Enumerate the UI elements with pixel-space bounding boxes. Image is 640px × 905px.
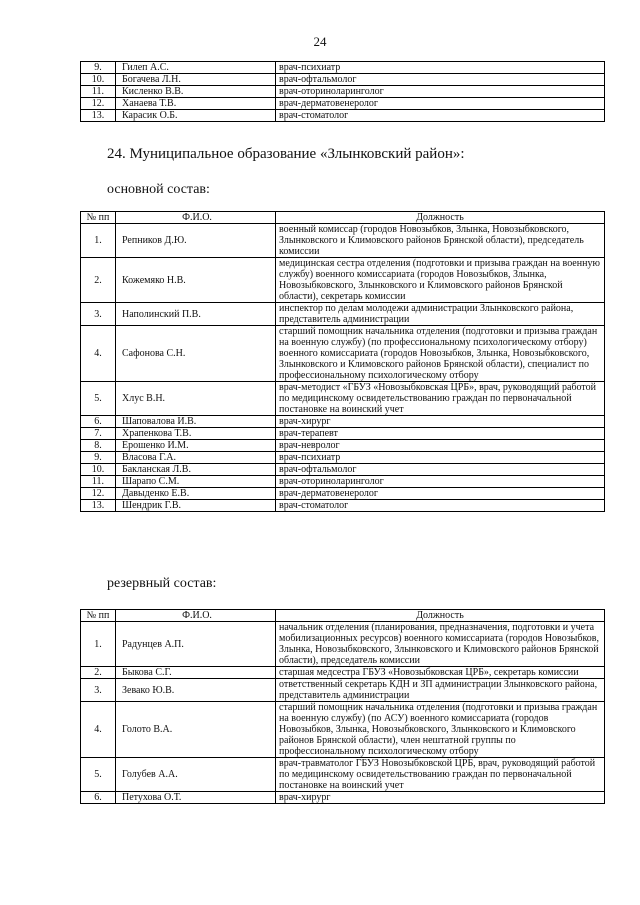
row-number: 1.	[81, 622, 116, 667]
person-name: Давыденко Е.В.	[116, 488, 276, 500]
row-number: 4.	[81, 702, 116, 758]
person-position: инспектор по делам молодежи администрации Злынковского района, представитель администрации	[276, 303, 605, 326]
column-header-num: № пп	[81, 212, 116, 224]
top-table-body	[81, 62, 605, 122]
person-position: врач-травматолог ГБУЗ Новозыбковской ЦРБ, врач, руководящий работой по медицинскому освидетельствованию граждан по первоначальной постановке на воинский учет	[276, 758, 605, 792]
person-name: Бакланская Л.В.	[116, 464, 276, 476]
person-position: начальник отделения (планирования, предназначения, подготовки и учета мобилизационных ресурсов) военного комиссариата (городов Новозыбков, Злынка, Новозыбковского, Злынковского и Климовского районов Брянской области), председатель комиссии	[276, 622, 605, 667]
table-row	[81, 622, 605, 667]
person-name: Голубев А.А.	[116, 758, 276, 792]
person-position: врач-дерматовенеролог	[276, 488, 605, 500]
reserve-table-body	[81, 622, 605, 804]
person-name: Быкова С.Г.	[116, 667, 276, 679]
person-name: Радунцев А.П.	[116, 622, 276, 667]
reserve-commission-table	[80, 609, 605, 804]
table-row	[81, 758, 605, 792]
row-number: 5.	[81, 382, 116, 416]
table-row	[81, 440, 605, 452]
person-name: Богачева Л.Н.	[116, 74, 276, 86]
person-name: Шаповалова И.В.	[116, 416, 276, 428]
row-number: 8.	[81, 440, 116, 452]
row-number: 11.	[81, 476, 116, 488]
person-position: врач-оториноларинголог	[276, 476, 605, 488]
row-number: 10.	[81, 74, 116, 86]
person-position: медицинская сестра отделения (подготовки и призыва граждан на военную службу) военного комиссариата (городов Новозыбков, Злынка, Новозыбковского, Злынковского и Климовского районов Брянской области), секретарь комиссии	[276, 258, 605, 303]
person-name: Зевако Ю.В.	[116, 679, 276, 702]
row-number: 9.	[81, 62, 116, 74]
person-position: врач-психиатр	[276, 452, 605, 464]
table-header-row	[81, 212, 605, 224]
person-position: врач-стоматолог	[276, 110, 605, 122]
table-row	[81, 679, 605, 702]
table-row	[81, 326, 605, 382]
person-name: Гилеп А.С.	[116, 62, 276, 74]
person-position: врач-оториноларинголог	[276, 86, 605, 98]
person-name: Ханаева Т.В.	[116, 98, 276, 110]
person-position: старший помощник начальника отделения (подготовки и призыва граждан на военную службу) (по АСУ) военного комиссариата (городов Новозыбков, Злынка, Новозыбковского, Злынковского и Климовского районов Брянской области), член нештатной группы по профессиональному психологическому отбору	[276, 702, 605, 758]
column-header-num: № пп	[81, 610, 116, 622]
person-name: Ерошенко И.М.	[116, 440, 276, 452]
row-number: 6.	[81, 792, 116, 804]
row-number: 3.	[81, 303, 116, 326]
table-header-row	[81, 610, 605, 622]
table-row	[81, 224, 605, 258]
row-number: 5.	[81, 758, 116, 792]
person-name: Хлус В.Н.	[116, 382, 276, 416]
row-number: 4.	[81, 326, 116, 382]
table-row	[81, 86, 605, 98]
person-position: старший помощник начальника отделения (подготовки и призыва граждан на военную службу) (по профессиональному психологическому отбору) военного комиссариата (городов Новозыбков, Злынка, Новозыбковского, Злынковского и Климовского районов Брянской области), специалист по профессиональному психологическому отбору	[276, 326, 605, 382]
main-commission-table	[80, 211, 605, 512]
person-position: врач-хирург	[276, 792, 605, 804]
table-row	[81, 428, 605, 440]
person-name: Кожемяко Н.В.	[116, 258, 276, 303]
column-header-name: Ф.И.О.	[116, 212, 276, 224]
table-row	[81, 74, 605, 86]
section-heading: 24. Муниципальное образование «Злынковский район»:	[107, 146, 465, 162]
column-header-position: Должность	[276, 212, 605, 224]
person-position: врач-стоматолог	[276, 500, 605, 512]
table-row	[81, 500, 605, 512]
page-number: 24	[313, 34, 327, 49]
row-number: 3.	[81, 679, 116, 702]
person-name: Петухова О.Т.	[116, 792, 276, 804]
table-row	[81, 792, 605, 804]
table-row	[81, 110, 605, 122]
table-row	[81, 382, 605, 416]
person-position: врач-психиатр	[276, 62, 605, 74]
person-position: врач-офтальмолог	[276, 464, 605, 476]
table-row	[81, 702, 605, 758]
row-number: 12.	[81, 488, 116, 500]
top-commission-table	[80, 61, 605, 122]
row-number: 12.	[81, 98, 116, 110]
person-name: Шендрик Г.В.	[116, 500, 276, 512]
person-name: Кисленко В.В.	[116, 86, 276, 98]
main-table-body	[81, 224, 605, 512]
person-name: Шарапо С.М.	[116, 476, 276, 488]
table-row	[81, 62, 605, 74]
row-number: 11.	[81, 86, 116, 98]
person-name: Сафонова С.Н.	[116, 326, 276, 382]
table-row	[81, 98, 605, 110]
person-position: врач-методист «ГБУЗ «Новозыбковская ЦРБ», врач, руководящий работой по медицинскому освидетельствованию граждан по первоначальной постановке на воинский учет	[276, 382, 605, 416]
person-position: врач-офтальмолог	[276, 74, 605, 86]
row-number: 10.	[81, 464, 116, 476]
person-position: врач-хирург	[276, 416, 605, 428]
row-number: 2.	[81, 667, 116, 679]
column-header-position: Должность	[276, 610, 605, 622]
row-number: 13.	[81, 500, 116, 512]
table-row	[81, 416, 605, 428]
row-number: 9.	[81, 452, 116, 464]
main-composition-label: основной состав:	[107, 182, 210, 197]
table-row	[81, 488, 605, 500]
column-header-name: Ф.И.О.	[116, 610, 276, 622]
row-number: 1.	[81, 224, 116, 258]
reserve-composition-label: резервный состав:	[107, 576, 217, 591]
person-position: ответственный секретарь КДН и ЗП администрации Злынковского района, представитель администрации	[276, 679, 605, 702]
person-name: Карасик О.Б.	[116, 110, 276, 122]
row-number: 6.	[81, 416, 116, 428]
person-name: Репников Д.Ю.	[116, 224, 276, 258]
row-number: 7.	[81, 428, 116, 440]
person-position: врач-дерматовенеролог	[276, 98, 605, 110]
row-number: 13.	[81, 110, 116, 122]
table-row	[81, 464, 605, 476]
person-position: старшая медсестра ГБУЗ «Новозыбковская ЦРБ», секретарь комиссии	[276, 667, 605, 679]
person-position: врач-терапевт	[276, 428, 605, 440]
table-row	[81, 667, 605, 679]
person-position: военный комиссар (городов Новозыбков, Злынка, Новозыбковского, Злынковского и Климовского районов Брянской области), председатель комиссии	[276, 224, 605, 258]
table-row	[81, 303, 605, 326]
table-row	[81, 258, 605, 303]
table-row	[81, 452, 605, 464]
person-name: Наполинский П.В.	[116, 303, 276, 326]
person-name: Голото В.А.	[116, 702, 276, 758]
row-number: 2.	[81, 258, 116, 303]
person-name: Власова Г.А.	[116, 452, 276, 464]
person-name: Храпенкова Т.В.	[116, 428, 276, 440]
table-row	[81, 476, 605, 488]
person-position: врач-невролог	[276, 440, 605, 452]
